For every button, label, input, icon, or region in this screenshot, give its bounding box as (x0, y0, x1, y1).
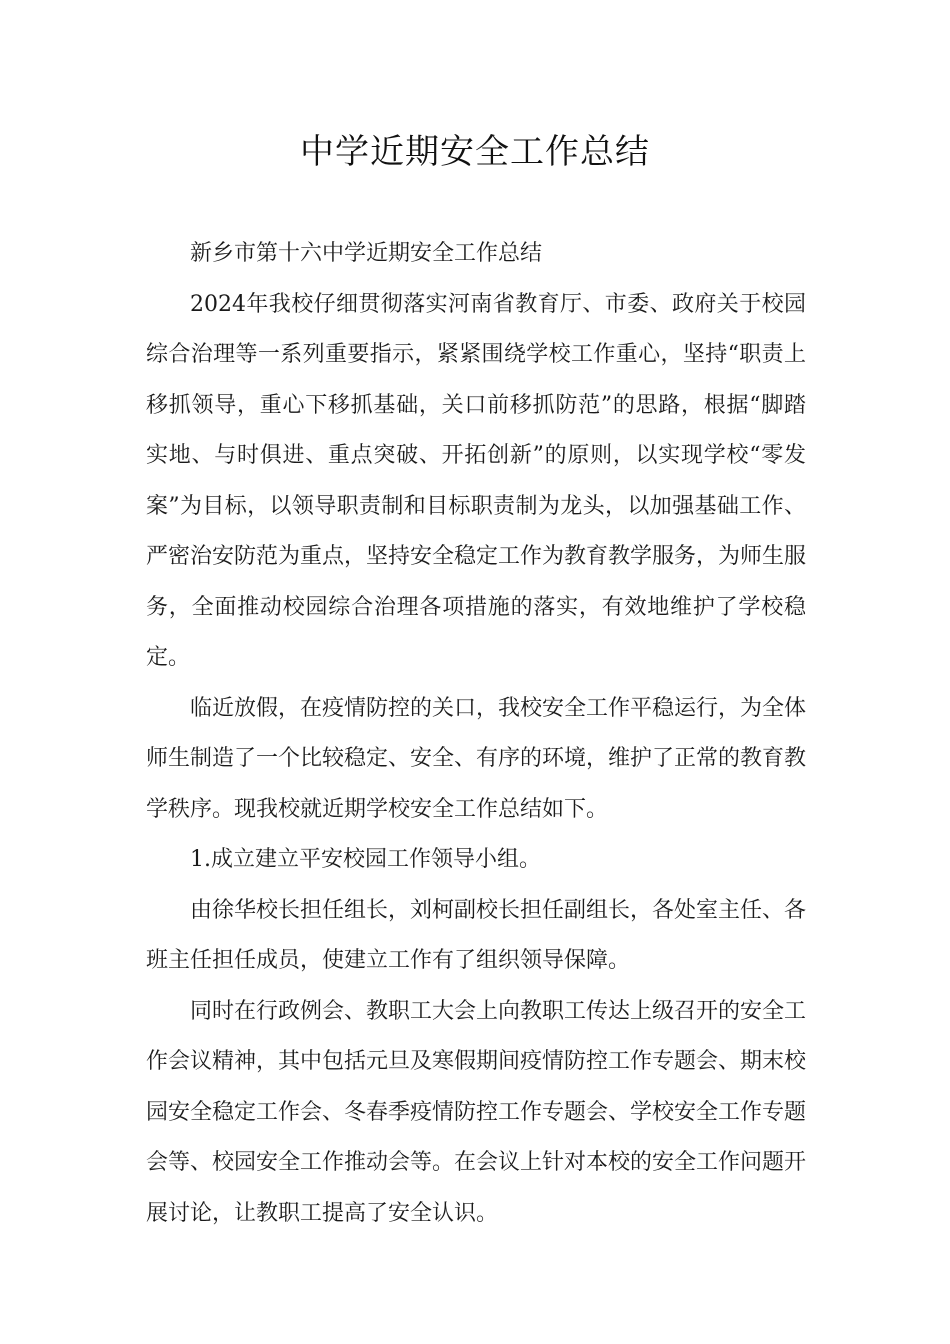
section-heading-1: 1.成立建立平安校园工作领导小组。 (190, 847, 541, 872)
paragraph-leadership: 由徐华校长担任组长，刘柯副校长担任副组长，各处室主任、各班主任担任成员，使建立工作有了组织领导保障。 (146, 897, 807, 973)
paragraph-intro: 2024年我校仔细贯彻落实河南省教育厅、市委、政府关于校园综合治理等一系列重要指示，紧紧围绕学校工作重心，坚持“职责上移抓领导，重心下移抓基础，关口前移抓防范”的思路，根据“脚踏实地、与时俱进、重点突破、开拓创新”的原则，以实现学校“零发案”为目标，以领导职责制和目标职责制为龙头，以加强基础工作、严密治安防范为重点，坚持安全稳定工作为教育教学服务，为师生服务，全面推动校园综合治理各项措施的落实，有效地维护了学校稳定。 (146, 291, 807, 670)
paragraph-subtitle: 新乡市第十六中学近期安全工作总结 (190, 241, 543, 266)
document-title: 中学近期安全工作总结 (300, 132, 650, 172)
paragraph-meetings: 同时在行政例会、教职工大会上向教职工传达上级召开的安全工作会议精神，其中包括元旦及寒假期间疫情防控工作专题会、期末校园安全稳定工作会、冬春季疫情防控工作专题会、学校安全工作专题会等、校园安全工作推动会等。在会议上针对本校的安全工作问题开展讨论，让教职工提高了安全认识。 (146, 998, 807, 1226)
paragraph-overview: 临近放假，在疫情防控的关口，我校安全工作平稳运行，为全体师生制造了一个比较稳定、安全、有序的环境，维护了正常的教育教学秩序。现我校就近期学校安全工作总结如下。 (146, 695, 807, 822)
document-body (146, 229, 806, 1239)
